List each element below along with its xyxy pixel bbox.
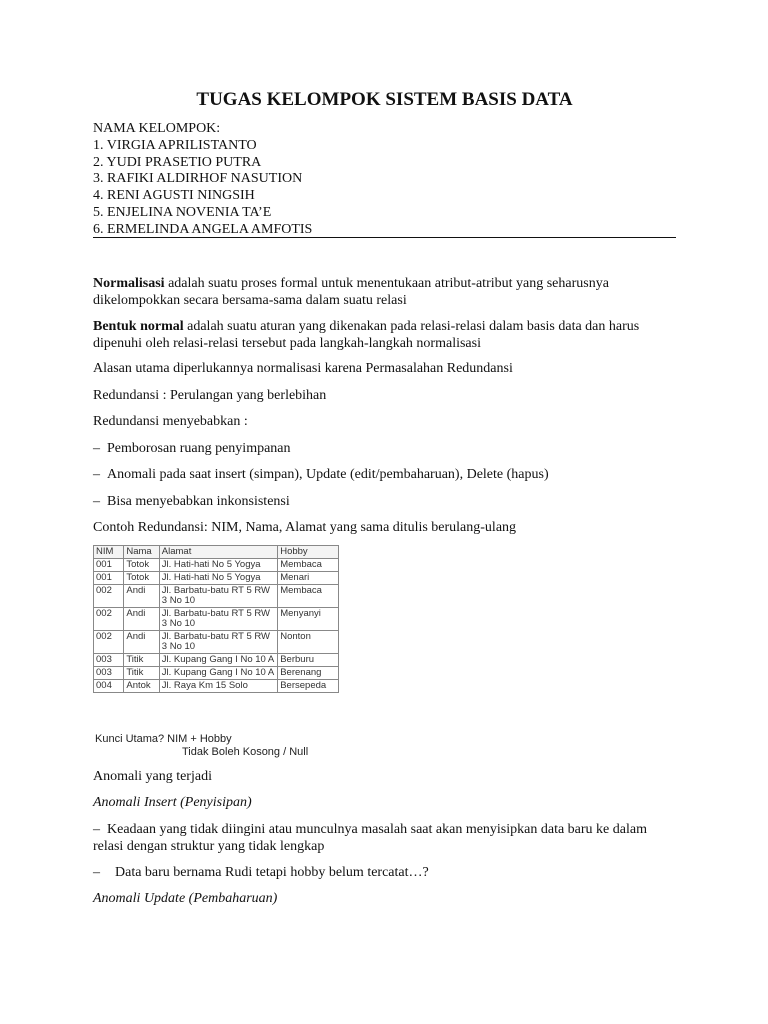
- table-row: [94, 631, 339, 654]
- column-header: Alamat: [159, 546, 277, 559]
- bentuk-normal-paragraph: [93, 318, 653, 352]
- normalisasi-paragraph: [93, 275, 653, 309]
- table-row: [94, 608, 339, 631]
- column-header: Nama: [124, 546, 159, 559]
- table-cell: Titik: [124, 654, 159, 667]
- group-member-list: [93, 121, 676, 239]
- table-cell: Titik: [124, 667, 159, 680]
- redundancy-table-image: [93, 545, 343, 693]
- anomali-heading: Anomali yang terjadi: [93, 769, 212, 784]
- table-cell: 003: [94, 667, 124, 680]
- horizontal-divider: [93, 237, 676, 238]
- anomali-insert-heading: Anomali Insert (Penyisipan): [93, 795, 252, 810]
- table-cell: Jl. Hati-hati No 5 Yogya: [159, 572, 277, 585]
- table-cell: 002: [94, 608, 124, 631]
- table-cell: 003: [94, 654, 124, 667]
- dash-bullet: –: [93, 441, 100, 456]
- insert-example: [93, 864, 653, 881]
- bullet-item: [93, 440, 653, 457]
- table-header-row: [94, 546, 339, 559]
- table-cell: 002: [94, 585, 124, 608]
- table-cell: Jl. Barbatu-batu RT 5 RW 3 No 10: [159, 585, 277, 608]
- caption-primary-key: Kunci Utama? NIM + Hobby: [95, 733, 232, 745]
- table-cell: Menari: [278, 572, 339, 585]
- table-cell: Andi: [124, 631, 159, 654]
- table-cell: 002: [94, 631, 124, 654]
- normalisasi-definition: adalah suatu proses formal untuk menentukaan atribut-atribut yang seharusnya dikelompokkan secara bersama-sama dalam suatu relasi: [93, 276, 609, 308]
- alasan-paragraph: Alasan utama diperlukannya normalisasi karena Permasalahan Redundansi: [93, 361, 513, 376]
- group-heading: NAMA KELOMPOK:: [93, 121, 221, 136]
- table-row: [94, 654, 339, 667]
- table-caption: [95, 733, 345, 759]
- table-cell: Jl. Barbatu-batu RT 5 RW 3 No 10: [159, 608, 277, 631]
- group-member: 1. VIRGIA APRILISTANTO: [93, 137, 257, 153]
- column-header: Hobby: [278, 546, 339, 559]
- table-cell: Nonton: [278, 631, 339, 654]
- table-cell: Totok: [124, 559, 159, 572]
- table-cell: Membaca: [278, 585, 339, 608]
- insert-description: [93, 821, 653, 855]
- table-cell: Jl. Kupang Gang I No 10 A: [159, 667, 277, 680]
- dash-bullet: –: [93, 467, 100, 482]
- table-cell: 004: [94, 680, 124, 693]
- anomali-update-heading: Anomali Update (Pembaharuan): [93, 891, 278, 906]
- normalisasi-term: Normalisasi: [93, 276, 165, 291]
- table-row: [94, 585, 339, 608]
- dash-bullet: –: [93, 865, 100, 880]
- dash-bullet: –: [93, 494, 100, 509]
- bullet-text: Bisa menyebabkan inkonsistensi: [107, 494, 290, 509]
- group-member: 4. RENI AGUSTI NINGSIH: [93, 188, 255, 204]
- bullet-item: [93, 493, 653, 510]
- table-cell: Andi: [124, 608, 159, 631]
- bullet-text: Anomali pada saat insert (simpan), Update (edit/pembaharuan), Delete (hapus): [107, 467, 549, 482]
- table-cell: Jl. Raya Km 15 Solo: [159, 680, 277, 693]
- table-cell: Berburu: [278, 654, 339, 667]
- table-cell: Menyanyi: [278, 608, 339, 631]
- table-body: [94, 559, 339, 693]
- table-cell: Bersepeda: [278, 680, 339, 693]
- table-cell: Jl. Barbatu-batu RT 5 RW 3 No 10: [159, 631, 277, 654]
- table-row: [94, 680, 339, 693]
- table-cell: Membaca: [278, 559, 339, 572]
- table-cell: Berenang: [278, 667, 339, 680]
- bullet-text: Pemborosan ruang penyimpanan: [107, 441, 291, 456]
- group-member: 5. ENJELINA NOVENIA TA’E: [93, 204, 272, 220]
- redundancy-table: [93, 545, 339, 693]
- column-header: NIM: [94, 546, 124, 559]
- table-cell: 001: [94, 572, 124, 585]
- table-row: [94, 572, 339, 585]
- group-member: 6. ERMELINDA ANGELA AMFOTIS: [93, 221, 313, 237]
- table-row: [94, 667, 339, 680]
- redundansi-causes-heading: Redundansi menyebabkan :: [93, 414, 248, 429]
- table-cell: 001: [94, 559, 124, 572]
- insert-description-text: Keadaan yang tidak diingini atau munculnya masalah saat akan menyisipkan data baru ke dalam relasi dengan struktur yang tidak lengkap: [93, 822, 647, 854]
- bentuk-normal-definition: adalah suatu aturan yang dikenakan pada relasi-relasi dalam basis data dan harus dipenuhi oleh relasi-relasi tersebut pada langkah-langkah normalisasi: [93, 319, 640, 351]
- insert-example-text: Data baru bernama Rudi tetapi hobby belum tercatat…?: [115, 865, 429, 880]
- caption-not-null: Tidak Boleh Kosong / Null: [182, 746, 309, 758]
- group-member: 3. RAFIKI ALDIRHOF NASUTION: [93, 171, 303, 187]
- table-cell: Jl. Hati-hati No 5 Yogya: [159, 559, 277, 572]
- table-row: [94, 559, 339, 572]
- table-cell: Jl. Kupang Gang I No 10 A: [159, 654, 277, 667]
- table-cell: Andi: [124, 585, 159, 608]
- table-cell: Antok: [124, 680, 159, 693]
- group-member: 2. YUDI PRASETIO PUTRA: [93, 154, 262, 170]
- dash-bullet: –: [93, 822, 100, 837]
- document-title: TUGAS KELOMPOK SISTEM BASIS DATA: [196, 89, 573, 110]
- bentuk-normal-term: Bentuk normal: [93, 319, 184, 334]
- contoh-paragraph: Contoh Redundansi: NIM, Nama, Alamat yang sama ditulis berulang-ulang: [93, 520, 517, 535]
- table-cell: Totok: [124, 572, 159, 585]
- bullet-item: [93, 466, 653, 483]
- redundansi-definition: Redundansi : Perulangan yang berlebihan: [93, 388, 327, 403]
